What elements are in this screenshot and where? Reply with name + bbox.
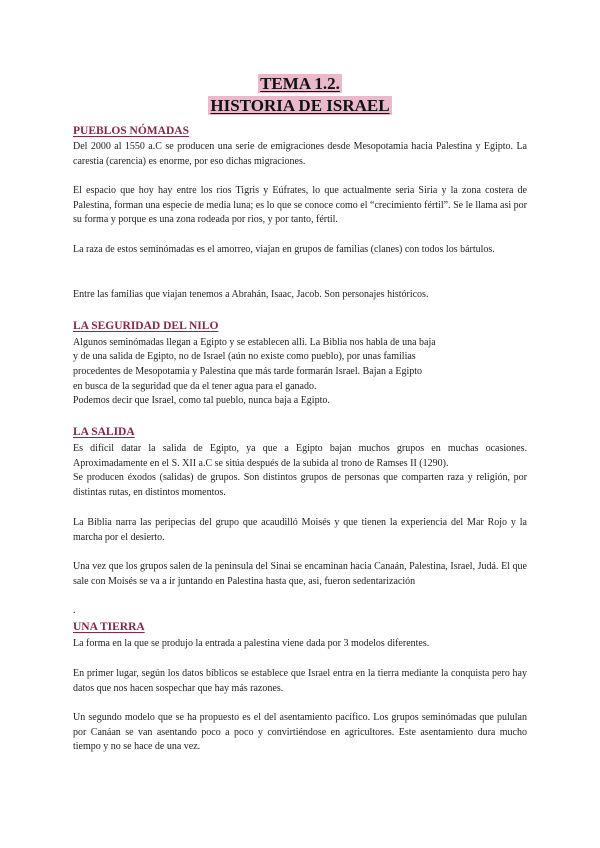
stray-dot: .	[73, 605, 76, 616]
paragraph: Es difícil datar la salida de Egipto, ya que a Egipto bajan muchos grupos en muchas ocasiones. Aproximadamente en el S. XII a.C se sitúa después de la subida al trono de Ramses II (1290).	[73, 443, 527, 469]
title-highlight: HISTORIA DE ISRAEL	[210, 96, 390, 115]
text-line: Podemos decir que Israel, como tal pueblo, nunca baja a Egipto.	[73, 395, 330, 406]
paragraph: En primer lugar, según los datos bíblicos se establece que Israel entra en la tierra mediante la conquista pero hay datos que nos hacen sospechar que hay más razones.	[73, 668, 527, 694]
paragraph: Entre las familias que viajan tenemos a Abrahán, Isaac, Jacob. Son personajes históricos.	[73, 289, 429, 300]
paragraph: La Biblia narra las peripecias del grupo que acaudilló Moisés y que tienen la experiencia del Mar Rojo y la marcha por el desierto.	[73, 517, 527, 543]
text-line: y de una salida de Egipto, no de Israel (aún no existe como pueblo), por unas familias	[73, 351, 416, 362]
title-line-1	[0, 74, 600, 94]
paragraph: Un segundo modelo que se ha propuesto es el del asentamiento pacífico. Los grupos seminómadas que pululan por Canáan se van asentando poco a poco y convirtiéndose en agricultores. Este asentamiento dura mucho tiempo y no se hace de una vez.	[73, 712, 527, 753]
paragraph: Una vez que los grupos salen de la peninsula del Sinai se encaminan hacia Canaán, Palestina, Israel, Judá. El que sale con Moisés se va a ir juntando en Palestina hasta que, asi, fueron sedentarización	[73, 561, 527, 587]
title-highlight: TEMA 1.2.	[260, 74, 340, 93]
section-heading-nilo: LA SEGURIDAD DEL NILO	[73, 320, 219, 332]
paragraph: Del 2000 al 1550 a.C se producen una serie de emigraciones desde Mesopotamia hacia Palestina y Egipto. La carestia (carencia) es enorme, por eso dichas migraciones.	[73, 141, 527, 167]
section-heading-tierra: UNA TIERRA	[73, 621, 145, 633]
paragraph: El espacio que hoy hay entre los rios Tigris y Eúfrates, lo que actualmente seria Siria y la zona costera de Palestina, forman una especie de media luna; es lo que se conoce como el “crecimiento fértil”. Se le llama asi por su forma y porque es una zona rodeada por rios, y por tanto, fértil.	[73, 185, 527, 226]
text-line: procedentes de Mesopotamia y Palestina que más tarde formarán Israel. Bajan a Egipto	[73, 366, 423, 377]
section-heading-nomadas: PUEBLOS NÓMADAS	[73, 125, 189, 137]
section-heading-salida: LA SALIDA	[73, 426, 135, 438]
text-line: en busca de la seguridad que da el tener agua para el ganado.	[73, 381, 317, 392]
text-line: Algunos seminómadas llegan a Egipto y se establecen alli. La Biblia nos habla de una baja	[73, 337, 436, 348]
paragraph: La forma en la que se produjo la entrada a palestina viene dada por 3 modelos diferentes.	[73, 638, 430, 649]
paragraph: La raza de estos seminómadas es el amorreo, viajan en grupos de familias (clanes) con todos los bártulos.	[73, 244, 495, 255]
paragraph: Se producen éxodos (salidas) de grupos. Son distintos grupos de personas que comparten raza y religión, por distintas rutas, en distintos momentos.	[73, 472, 527, 498]
title-line-2	[0, 96, 600, 116]
